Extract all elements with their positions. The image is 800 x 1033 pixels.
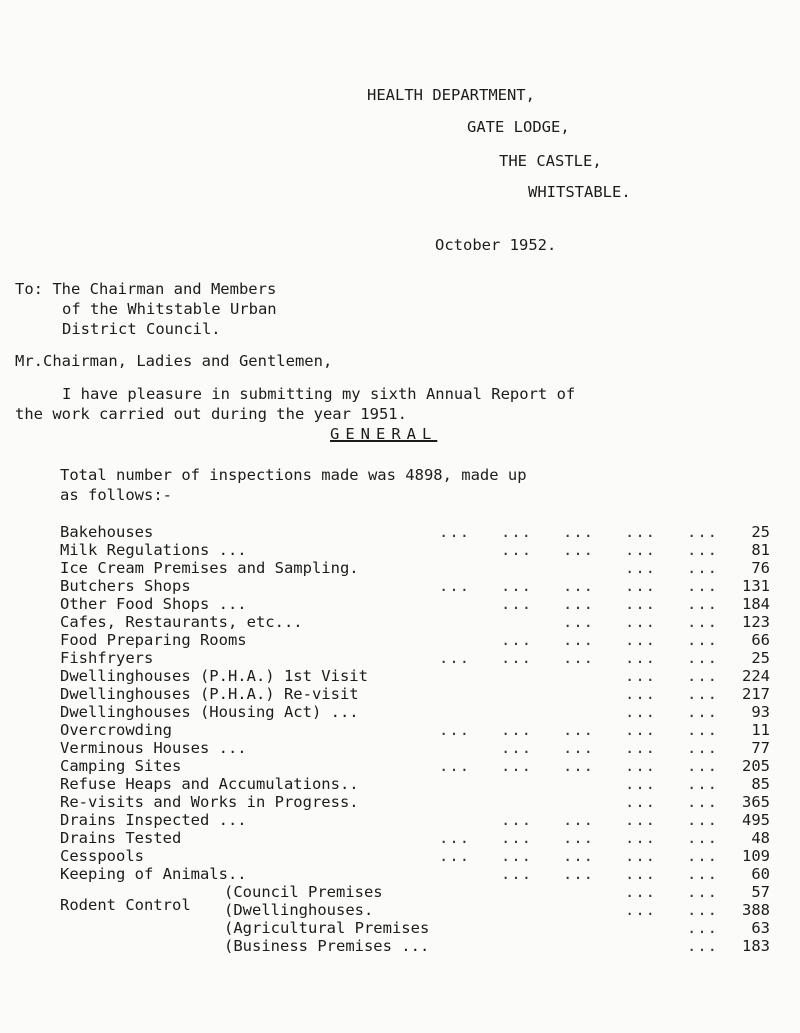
intro-line-2: the work carried out during the year 1951. <box>15 405 407 423</box>
item-label: Bakehouses <box>60 523 154 541</box>
item-label: Fishfryers <box>60 649 154 667</box>
item-label: Other Food Shops ... <box>60 595 247 613</box>
item-label: Verminous Houses ... <box>60 739 247 757</box>
item-value: 76 <box>751 559 770 577</box>
list-item <box>60 775 770 795</box>
item-value: 25 <box>751 649 770 667</box>
item-label: Butchers Shops <box>60 577 191 595</box>
list-item <box>224 919 770 939</box>
item-label: (Business Premises ... <box>224 937 430 955</box>
item-leader: ... ... ... ... <box>501 739 718 757</box>
item-label: (Council Premises <box>224 883 383 901</box>
item-label: Re-visits and Works in Progress. <box>60 793 359 811</box>
list-item <box>60 559 770 579</box>
address-line-1: HEALTH DEPARTMENT, <box>367 86 535 104</box>
list-item <box>60 631 770 651</box>
list-item <box>60 865 770 885</box>
item-label: (Dwellinghouses. <box>224 901 374 919</box>
item-label: Overcrowding <box>60 721 172 739</box>
list-item <box>60 811 770 831</box>
item-value: 123 <box>742 613 770 631</box>
addressee-line-2: of the Whitstable Urban <box>62 300 277 318</box>
item-label: Milk Regulations ... <box>60 541 247 559</box>
item-value: 25 <box>751 523 770 541</box>
item-leader: ... <box>687 919 718 937</box>
item-leader: ... ... ... ... ... <box>439 523 718 541</box>
list-item <box>60 685 770 705</box>
item-leader: ... ... <box>625 775 718 793</box>
item-value: 93 <box>751 703 770 721</box>
item-leader: ... <box>687 937 718 955</box>
item-leader: ... ... ... ... <box>501 541 718 559</box>
salutation: Mr.Chairman, Ladies and Gentlemen, <box>15 352 333 370</box>
list-item <box>60 757 770 777</box>
item-label: Camping Sites <box>60 757 182 775</box>
item-leader: ... ... <box>625 793 718 811</box>
item-value: 365 <box>742 793 770 811</box>
item-label: Ice Cream Premises and Sampling. <box>60 559 359 577</box>
list-item <box>60 541 770 561</box>
item-label: Food Preparing Rooms <box>60 631 247 649</box>
item-leader: ... ... ... ... ... <box>439 829 718 847</box>
item-leader: ... ... ... <box>563 613 718 631</box>
item-value: 131 <box>742 577 770 595</box>
item-leader: ... ... ... ... ... <box>439 757 718 775</box>
item-leader: ... ... ... ... ... <box>439 649 718 667</box>
item-leader: ... ... ... ... ... <box>439 847 718 865</box>
item-value: 388 <box>742 901 770 919</box>
item-leader: ... ... <box>625 901 718 919</box>
item-leader: ... ... <box>625 883 718 901</box>
item-label: Cafes, Restaurants, etc... <box>60 613 303 631</box>
item-leader: ... ... <box>625 685 718 703</box>
list-item <box>224 937 770 957</box>
item-label: Keeping of Animals.. <box>60 865 247 883</box>
list-item <box>60 739 770 759</box>
item-value: 205 <box>742 757 770 775</box>
addressee-line-3: District Council. <box>62 320 221 338</box>
item-label: Dwellinghouses (Housing Act) ... <box>60 703 359 721</box>
item-value: 60 <box>751 865 770 883</box>
item-leader: ... ... ... ... <box>501 811 718 829</box>
list-item <box>60 667 770 687</box>
item-label: Dwellinghouses (P.H.A.) 1st Visit <box>60 667 368 685</box>
item-label: Refuse Heaps and Accumulations.. <box>60 775 359 793</box>
addressee-line-1: To: The Chairman and Members <box>15 280 277 298</box>
address-line-4: WHITSTABLE. <box>528 183 631 201</box>
section-title: GENERAL <box>330 425 438 443</box>
item-leader: ... ... <box>625 667 718 685</box>
summary-line-2: as follows:- <box>60 486 172 504</box>
item-value: 48 <box>751 829 770 847</box>
list-item <box>60 577 770 597</box>
item-value: 183 <box>742 937 770 955</box>
item-value: 224 <box>742 667 770 685</box>
letter-date: October 1952. <box>435 236 557 254</box>
list-item <box>224 901 770 921</box>
item-label: Drains Tested <box>60 829 182 847</box>
list-item <box>60 523 770 543</box>
list-item <box>60 613 770 633</box>
address-line-2: GATE LODGE, <box>467 118 570 136</box>
item-value: 184 <box>742 595 770 613</box>
item-leader: ... ... <box>625 559 718 577</box>
item-value: 63 <box>751 919 770 937</box>
item-leader: ... ... <box>625 703 718 721</box>
item-label: Drains Inspected ... <box>60 811 247 829</box>
item-leader: ... ... ... ... <box>501 865 718 883</box>
list-item <box>60 595 770 615</box>
item-value: 81 <box>751 541 770 559</box>
item-label: (Agricultural Premises <box>224 919 430 937</box>
intro-line-1: I have pleasure in submitting my sixth Annual Report of <box>62 385 576 403</box>
list-item <box>60 847 770 867</box>
summary-line-1: Total number of inspections made was 4898, made up <box>60 466 527 484</box>
item-leader: ... ... ... ... ... <box>439 721 718 739</box>
list-item <box>60 793 770 813</box>
address-line-3: THE CASTLE, <box>499 152 602 170</box>
item-value: 57 <box>751 883 770 901</box>
item-value: 217 <box>742 685 770 703</box>
list-item <box>60 649 770 669</box>
list-item <box>60 703 770 723</box>
item-value: 77 <box>751 739 770 757</box>
list-item <box>224 883 770 903</box>
list-item <box>60 721 770 741</box>
item-label: Cesspools <box>60 847 144 865</box>
list-item <box>60 829 770 849</box>
item-label: Dwellinghouses (P.H.A.) Re-visit <box>60 685 359 703</box>
item-value: 109 <box>742 847 770 865</box>
item-leader: ... ... ... ... <box>501 595 718 613</box>
item-value: 66 <box>751 631 770 649</box>
item-value: 85 <box>751 775 770 793</box>
rodent-control-label: Rodent Control <box>60 896 191 914</box>
item-value: 11 <box>751 721 770 739</box>
item-leader: ... ... ... ... ... <box>439 577 718 595</box>
item-leader: ... ... ... ... <box>501 631 718 649</box>
item-value: 495 <box>742 811 770 829</box>
